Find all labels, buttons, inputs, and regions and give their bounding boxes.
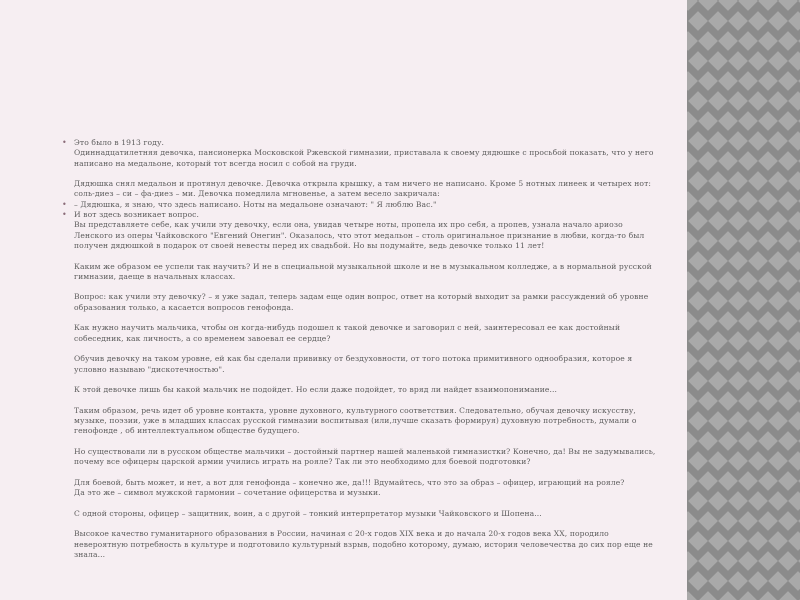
pattern-tile xyxy=(748,571,768,591)
pattern-tile xyxy=(738,431,758,451)
pattern-tile xyxy=(708,11,728,31)
pattern-tile xyxy=(778,351,798,371)
pattern-tile xyxy=(698,0,718,11)
pattern-tile xyxy=(768,171,788,191)
pattern-tile xyxy=(687,191,698,211)
pattern-tile xyxy=(698,191,718,211)
text-line: Обучив девочку на таком уровне, ей как бы сделали прививку от бездуховности, от того потока примитивного однообразия, которое я xyxy=(74,354,633,364)
pattern-tile xyxy=(708,171,728,191)
bullet-dot-icon: • xyxy=(62,199,67,209)
pattern-tile xyxy=(738,391,758,411)
bullet-item xyxy=(62,200,662,210)
pattern-tile xyxy=(688,531,708,551)
pattern-tile xyxy=(778,591,798,600)
pattern-tile xyxy=(688,411,708,431)
text-line: невероятную потребность в культуре и подготовило культурный взрыв, подобно которому, думаю, история человечества до сих пор еще не xyxy=(74,539,653,549)
pattern-tile xyxy=(748,211,768,231)
pattern-tile xyxy=(708,51,728,71)
pattern-tile xyxy=(758,311,778,331)
pattern-tile xyxy=(768,91,788,111)
pattern-tile xyxy=(698,511,718,531)
paragraph-gap xyxy=(74,375,662,385)
pattern-tile xyxy=(768,331,788,351)
pattern-tile xyxy=(687,431,698,451)
pattern-tile xyxy=(768,411,788,431)
pattern-tile xyxy=(778,271,798,291)
paragraph-gap xyxy=(74,282,662,292)
pattern-tile xyxy=(687,271,698,291)
pattern-tile xyxy=(698,351,718,371)
pattern-tile xyxy=(748,451,768,471)
pattern-tile xyxy=(788,51,800,71)
text-line: получен дядюшкой в подарок от своей невесты перед их свадьбой. Но вы подумайте, ведь девочке только 11 лет! xyxy=(74,240,545,250)
text-line: гимназии, даеще в начальных классах. xyxy=(74,271,236,281)
pattern-tile xyxy=(748,131,768,151)
pattern-tile xyxy=(688,571,708,591)
paragraph-gap xyxy=(74,251,662,261)
pattern-tile xyxy=(698,471,718,491)
pattern-tile xyxy=(728,331,748,351)
text-line: генофонде , об интеллектуальном обществе будущего. xyxy=(74,426,300,436)
pattern-tile xyxy=(768,451,788,471)
pattern-tile xyxy=(738,71,758,91)
pattern-tile xyxy=(728,171,748,191)
pattern-tile xyxy=(688,291,708,311)
pattern-tile xyxy=(698,231,718,251)
pattern-tile xyxy=(687,71,698,91)
pattern-tile xyxy=(748,251,768,271)
pattern-tile xyxy=(687,311,698,331)
pattern-tile xyxy=(788,171,800,191)
pattern-tile xyxy=(708,371,728,391)
pattern-tile xyxy=(698,151,718,171)
pattern-tile xyxy=(768,571,788,591)
pattern-tile xyxy=(738,511,758,531)
pattern-tile xyxy=(688,451,708,471)
pattern-tile xyxy=(788,531,800,551)
pattern-tile xyxy=(768,11,788,31)
pattern-tile xyxy=(778,231,798,251)
pattern-tile xyxy=(687,591,698,600)
pattern-tile xyxy=(768,251,788,271)
text-line: Как нужно научить мальчика, чтобы он когда-нибудь подошел к такой девочке и заговорил с ней, заинтересовал ее как достойный xyxy=(74,323,621,333)
pattern-tile xyxy=(788,11,800,31)
pattern-tile xyxy=(718,271,738,291)
pattern-tile xyxy=(698,71,718,91)
paragraph-gap xyxy=(74,468,662,478)
pattern-tile xyxy=(788,451,800,471)
pattern-tile xyxy=(687,111,698,131)
paragraph-gap xyxy=(74,313,662,323)
pattern-tile xyxy=(758,151,778,171)
pattern-tile xyxy=(788,211,800,231)
pattern-tile xyxy=(688,251,708,271)
pattern-tile xyxy=(688,171,708,191)
pattern-tile xyxy=(708,291,728,311)
text-line: Вопрос: как учили эту девочку? – я уже задал, теперь задам еще один вопрос, ответ на который выходит за рамки рассуждений об уровне xyxy=(74,292,649,302)
pattern-tile xyxy=(768,131,788,151)
pattern-tile xyxy=(748,51,768,71)
pattern-tile xyxy=(688,131,708,151)
pattern-tile xyxy=(688,51,708,71)
pattern-tile xyxy=(698,271,718,291)
pattern-tile xyxy=(687,391,698,411)
pattern-tile xyxy=(748,491,768,511)
pattern-tile xyxy=(768,531,788,551)
text-line: Таким образом, речь идет об уровне контакта, уровне духовного, культурного соответствия. Следовательно, обучая девочку искусству, xyxy=(74,405,636,415)
pattern-tile xyxy=(738,271,758,291)
text-line: условно называю "дискотечностью". xyxy=(74,364,225,374)
pattern-tile xyxy=(778,431,798,451)
pattern-tile xyxy=(748,331,768,351)
pattern-tile xyxy=(687,511,698,531)
pattern-tile xyxy=(788,411,800,431)
pattern-tile xyxy=(687,471,698,491)
pattern-tile xyxy=(758,471,778,491)
pattern-tile xyxy=(728,251,748,271)
pattern-tile xyxy=(718,431,738,451)
pattern-tile xyxy=(778,391,798,411)
pattern-tile xyxy=(718,151,738,171)
paragraph-gap xyxy=(74,437,662,447)
pattern-tile xyxy=(687,351,698,371)
pattern-tile xyxy=(778,551,798,571)
pattern-tile xyxy=(708,211,728,231)
text-line: Это было в 1913 году. xyxy=(74,138,165,147)
pattern-tile xyxy=(748,371,768,391)
pattern-tile xyxy=(687,31,698,51)
pattern-tile xyxy=(687,0,698,11)
pattern-tile xyxy=(687,151,698,171)
text-line: знала... xyxy=(74,549,106,559)
pattern-tile xyxy=(738,351,758,371)
pattern-tile xyxy=(778,311,798,331)
pattern-tile xyxy=(738,111,758,131)
paragraph-gap xyxy=(74,169,662,179)
pattern-tile xyxy=(708,131,728,151)
pattern-tile xyxy=(768,51,788,71)
pattern-tile xyxy=(708,411,728,431)
paragraph-gap xyxy=(74,395,662,405)
pattern-tile xyxy=(718,31,738,51)
pattern-tile xyxy=(788,131,800,151)
pattern-tile xyxy=(758,31,778,51)
pattern-tile xyxy=(728,291,748,311)
pattern-tile xyxy=(708,571,728,591)
pattern-tile xyxy=(728,91,748,111)
pattern-tile xyxy=(728,571,748,591)
pattern-tile xyxy=(698,591,718,600)
pattern-tile xyxy=(788,491,800,511)
pattern-tile xyxy=(788,331,800,351)
pattern-tile xyxy=(758,551,778,571)
pattern-tile xyxy=(718,191,738,211)
pattern-tile xyxy=(718,551,738,571)
pattern-tile xyxy=(738,591,758,600)
pattern-tile xyxy=(708,331,728,351)
text-line: И вот здесь возникает вопрос. xyxy=(74,210,200,220)
pattern-tile xyxy=(778,71,798,91)
pattern-tile xyxy=(758,351,778,371)
pattern-tile xyxy=(748,91,768,111)
pattern-tile xyxy=(728,211,748,231)
pattern-tile xyxy=(728,51,748,71)
pattern-tile xyxy=(788,371,800,391)
text-line: образования только, а касается вопросов генофонда. xyxy=(74,302,294,312)
pattern-tile xyxy=(758,511,778,531)
text-line: почему все офицеры царской армии учились играть на рояле? Так ли это необходимо для боевой подготовки? xyxy=(74,457,531,467)
text-line: С одной стороны, офицер – защитник, воин, а с другой – тонкий интерпретатор музыки Чайковского и Шопена... xyxy=(74,508,542,518)
pattern-tile xyxy=(708,491,728,511)
pattern-tile xyxy=(748,531,768,551)
pattern-tile xyxy=(758,0,778,11)
pattern-tile xyxy=(728,371,748,391)
pattern-tile xyxy=(748,411,768,431)
pattern-tile xyxy=(728,131,748,151)
pattern-tile xyxy=(718,351,738,371)
pattern-tile xyxy=(698,391,718,411)
text-line: Вы представляете себе, как учили эту девочку, если она, увидав четыре ноты, пропела их про себя, а пропев, узнала начало ариозо xyxy=(74,220,623,230)
bullet-item xyxy=(62,210,662,560)
pattern-tile xyxy=(778,151,798,171)
pattern-tile xyxy=(718,311,738,331)
pattern-tile xyxy=(718,71,738,91)
pattern-tile xyxy=(778,511,798,531)
text-line: написано на медальоне, который тот всегда носил с собой на груди. xyxy=(74,158,357,168)
pattern-tile xyxy=(718,0,738,11)
pattern-tile xyxy=(728,451,748,471)
pattern-tile xyxy=(728,411,748,431)
pattern-tile xyxy=(768,291,788,311)
pattern-tile xyxy=(708,91,728,111)
pattern-tile xyxy=(728,531,748,551)
pattern-tile xyxy=(758,111,778,131)
paragraph-gap xyxy=(74,498,662,508)
pattern-tile xyxy=(688,211,708,231)
pattern-tile xyxy=(778,111,798,131)
pattern-tile xyxy=(688,331,708,351)
text-line: К этой девочке лишь бы какой мальчик не подойдет. Но если даже подойдет, то вряд ли найдет взаимопонимание... xyxy=(74,385,558,395)
text-line: собеседник, как личность, а со временем завоевал ее сердце? xyxy=(74,333,331,343)
pattern-tile xyxy=(748,291,768,311)
text-line: Высокое качество гуманитарного образования в России, начиная с 20-х годов XIX века и до начала 20-х годов века XX, породило xyxy=(74,529,609,539)
pattern-tile xyxy=(698,111,718,131)
text-line: Но существовали ли в русском обществе мальчики – достойный партнер нашей маленькой гимназистки? Конечно, да! Вы не задумывались, xyxy=(74,446,656,456)
pattern-tile xyxy=(738,311,758,331)
decorative-side-panel xyxy=(687,0,800,600)
pattern-tile xyxy=(698,431,718,451)
pattern-tile xyxy=(788,251,800,271)
pattern-tile xyxy=(758,591,778,600)
pattern-tile xyxy=(758,231,778,251)
pattern-tile xyxy=(687,551,698,571)
pattern-tile xyxy=(788,571,800,591)
pattern-tile xyxy=(738,151,758,171)
pattern-tile xyxy=(718,591,738,600)
pattern-tile xyxy=(708,251,728,271)
pattern-tile xyxy=(688,91,708,111)
pattern-tile xyxy=(688,491,708,511)
slide-text-body xyxy=(62,138,662,560)
text-line: музыке, поэзии, уже в младших классах русской гимназии воспитывая (или,лучше сказать формируя) духовную потребность, думали о xyxy=(74,416,637,426)
pattern-tile xyxy=(718,231,738,251)
bullet-dot-icon: • xyxy=(62,210,67,220)
pattern-tile xyxy=(758,191,778,211)
text-line: Ленского из оперы Чайковского "Евгений Онегин". Оказалось, что этот медальон – столь оригинальное признание в любви, когда-то был xyxy=(74,230,645,240)
pattern-tile xyxy=(718,471,738,491)
pattern-tile xyxy=(708,451,728,471)
text-line: Одиннадцатилетняя девочка, пансионерка Московской Ржевской гимназии, приставала к своему дядюшке с просьбой показать, что у него xyxy=(74,148,654,158)
pattern-tile xyxy=(728,11,748,31)
pattern-tile xyxy=(738,231,758,251)
pattern-tile xyxy=(768,491,788,511)
pattern-tile xyxy=(718,111,738,131)
pattern-tile xyxy=(758,391,778,411)
pattern-tile xyxy=(778,0,798,11)
text-line: Каким же образом ее успели так научить? И не в специальной музыкальной школе и не в музыкальном колледже, а в нормальной русской xyxy=(74,261,652,271)
pattern-tile xyxy=(698,31,718,51)
pattern-tile xyxy=(738,551,758,571)
pattern-tile xyxy=(788,291,800,311)
pattern-tile xyxy=(738,471,758,491)
pattern-tile xyxy=(688,11,708,31)
pattern-tile xyxy=(758,431,778,451)
text-line: Да это же – символ мужской гармонии – сочетание офицерства и музыки. xyxy=(74,488,381,498)
pattern-tile xyxy=(738,0,758,11)
paragraph-gap xyxy=(74,519,662,529)
pattern-tile xyxy=(758,71,778,91)
pattern-tile xyxy=(688,371,708,391)
pattern-tile xyxy=(718,391,738,411)
pattern-tile xyxy=(698,551,718,571)
pattern-tile xyxy=(788,91,800,111)
pattern-tile xyxy=(748,11,768,31)
bullet-item xyxy=(62,138,662,200)
pattern-tile xyxy=(687,231,698,251)
text-line: Для боевой, быть может, и нет, а вот для генофонда – конечно же, да!!! Вдумайтесь, что это за образ – офицер, играющий на рояле? xyxy=(74,477,625,487)
pattern-tile xyxy=(738,31,758,51)
text-line: соль-диез – си – фа-диез – ми. Девочка помедлила мгновенье, а затем весело закричала: xyxy=(74,189,440,199)
pattern-tile xyxy=(778,191,798,211)
pattern-tile xyxy=(768,211,788,231)
pattern-tile xyxy=(708,531,728,551)
pattern-tile xyxy=(748,171,768,191)
pattern-tile xyxy=(758,271,778,291)
pattern-tile xyxy=(768,371,788,391)
pattern-tile xyxy=(698,311,718,331)
pattern-tile xyxy=(728,491,748,511)
pattern-tile xyxy=(778,471,798,491)
pattern-tile xyxy=(778,31,798,51)
paragraph-gap xyxy=(74,344,662,354)
text-line: Дядюшка снял медальон и протянул девочке. Девочка открыла крышку, а там ничего не написано. Кроме 5 нотных линеек и четырех нот: xyxy=(74,179,652,189)
pattern-tile xyxy=(738,191,758,211)
bullet-dot-icon: • xyxy=(62,138,67,147)
text-line: – Дядюшка, я знаю, что здесь написано. Ноты на медальоне означают: " Я люблю Вас." xyxy=(74,199,437,209)
pattern-tile xyxy=(718,511,738,531)
